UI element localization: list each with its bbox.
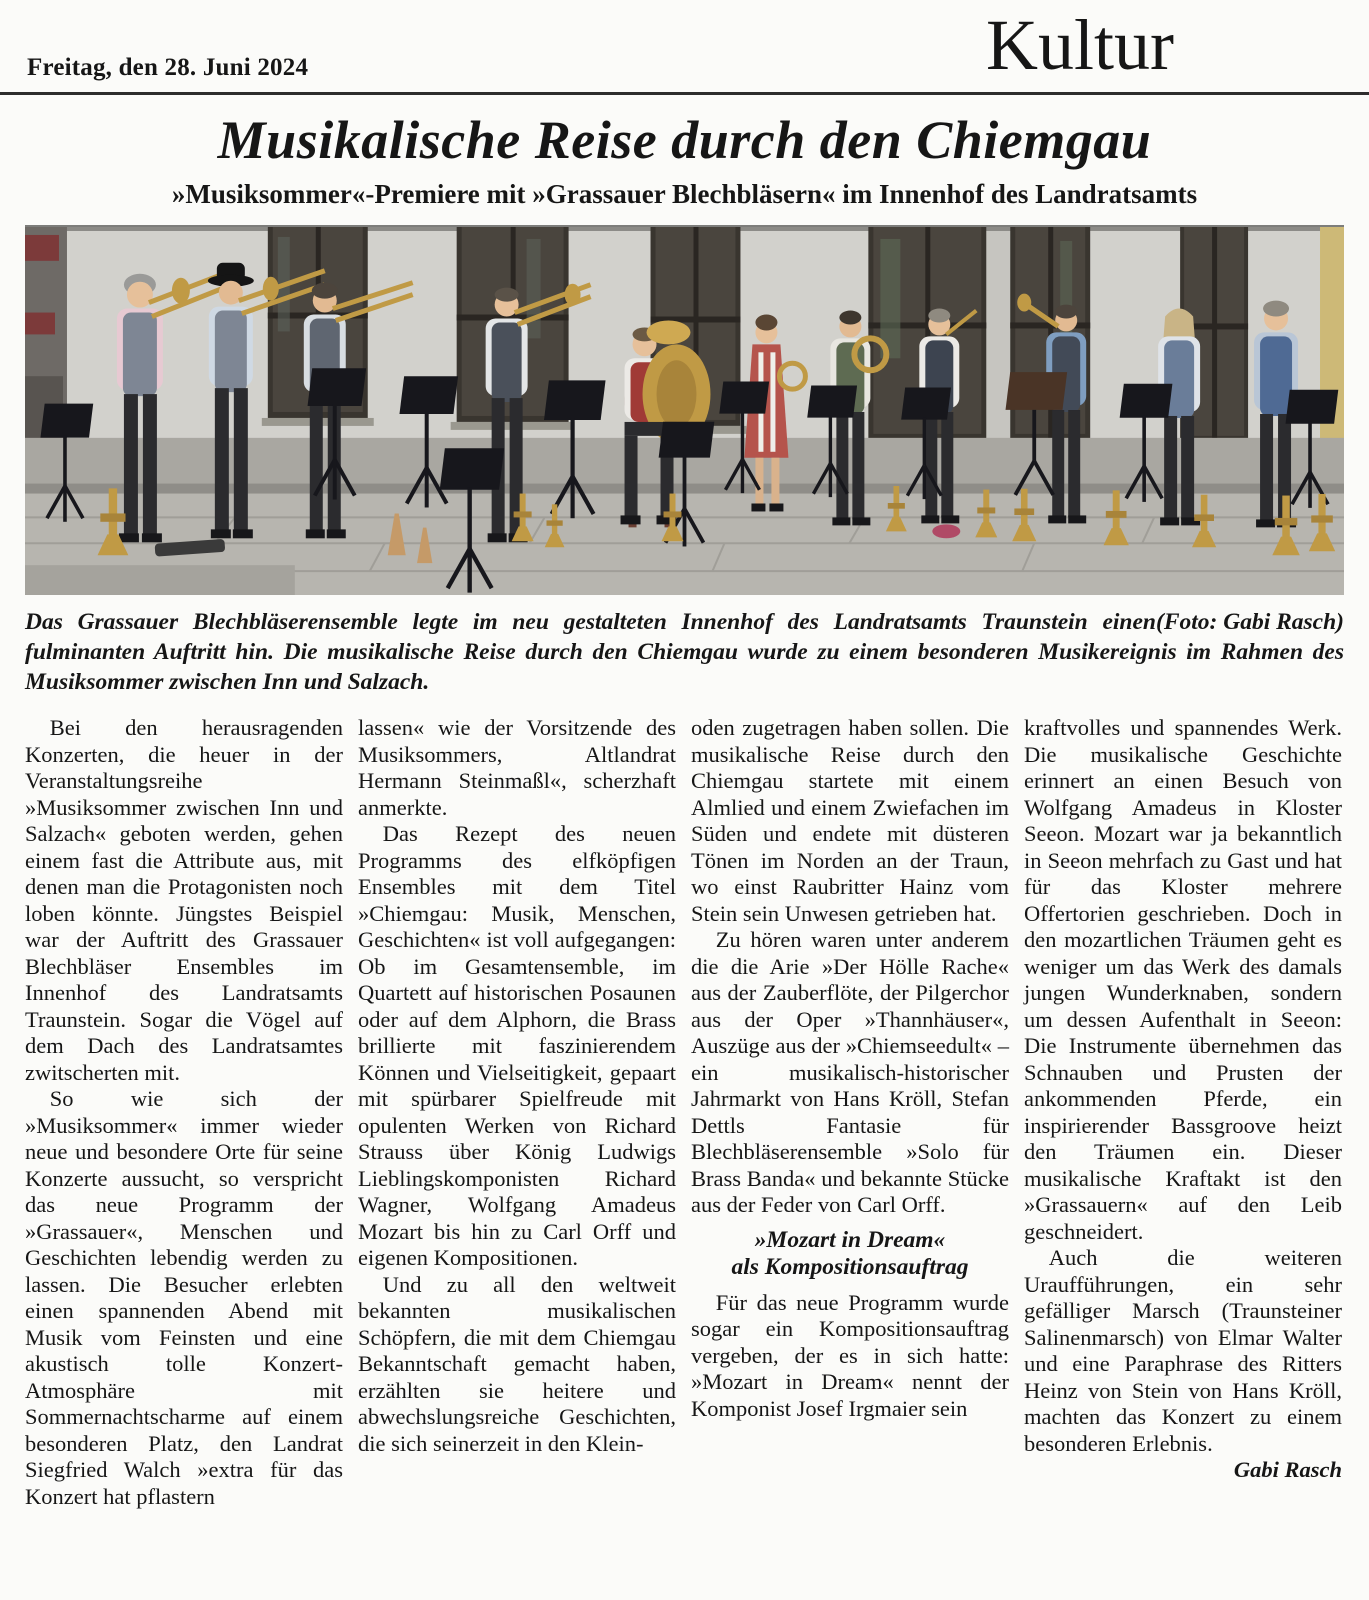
body-columns [25,715,1344,1595]
crosshead-line-1: »Mozart in Dream« [754,1226,946,1253]
article-subheadline: »Musiksommer«-Premiere mit »Grassauer Blechbläsern« im Innenhof des Landratsamts [171,179,1198,209]
masthead [25,0,1344,92]
paragraph: Bei den herausragenden Konzerten, die heuer in der Veranstaltungsreihe »Musiksommer zwischen Inn und Salzach« geboten werden, gehen einem fast die Attribute aus, mit denen man die Protagonisten noch loben könnte. Jüngstes Beispiel war der Auftritt des Grassauer Blechbläser Ensembles im Innenhof des Landratsamts Traunstein. Sogar die Vögel auf dem Dach des Landratsamtes zwitscherten mit. [25,715,343,1085]
photo-caption [25,607,1344,697]
article-photo [25,225,1344,595]
paragraph-text: Auch die weiteren Uraufführungen, ein sehr gefälliger Marsch (Traunsteiner Salinenmarsch) von Elmar Walter und eine Paraphrase des Ritters Heinz von Stein von Hans Kröll, machten das Konzert zu einem besonderen Erlebnis. [1024,1245,1342,1456]
paragraph: oden zugetragen haben sollen. Die musikalische Reise durch den Chiemgau startete mit einem Almlied und einem Zwiefachen im Süden und endete mit düsteren Tönen im Norden an der Traun, wo einst Raubritter Hainz vom Stein sein Unwesen getrieben hat. [691,715,1009,926]
brass-ensemble-photo-illustration [25,227,1344,595]
caption-text: Das Grassauer Blechbläserensemble legte im neu gestalteten Innenhof des Landratsamts Traunstein einen fulminanten Auftritt hin. Die musikalische Reise durch den Chiemgau wurde zu einem besonderen Musikereignis im Rahmen des Musiksommer zwischen Inn und Salzach. [25,609,1344,695]
issue-date: Freitag, den 28. Juni 2024 [27,54,309,81]
section-title: Kultur [986,5,1174,85]
header-rule [0,92,1369,95]
column-1 [25,715,343,1595]
column-4 [1024,715,1342,1595]
crosshead-line-2: als Kompositionsauftrag [731,1253,969,1280]
paragraph: lassen« wie der Vorsitzende des Musiksommers, Altlandrat Hermann Steinmaßl«, scherzhaft anmerkte. [358,715,676,820]
paragraph: Und zu all den weltweit bekannten musikalischen Schöpfern, die mit dem Chiemgau Bekanntschaft gemacht haben, erzählten sie heitere und abwechslungsreiche Geschichten, die sich seinerzeit in den Klein- [358,1271,676,1456]
author-byline: Gabi Rasch [1233,1457,1342,1482]
column-3 [691,715,1009,1595]
article-headline: Musikalische Reise durch den Chiemgau [217,110,1152,170]
paragraph: Das Rezept des neuen Programms des elfköpfigen Ensembles mit dem Titel »Chiemgau: Musik, Menschen, Geschichten« ist voll aufgegangen: Ob im Gesamtensemble, im Quartett auf historischen Posaunen oder auf dem Alphorn, die Brass brillierte mit faszinierendem Können und Vielseitigkeit, gepaart mit spürbarer Spielfreude mit opulenten Werken von Richard Strauss über König Ludwigs Lieblingskomponisten Richard Wagner, Wolfgang Amadeus Mozart bis hin zu Carl Orff und eigenen Kompositionen. [358,821,676,1270]
paragraph [1024,1245,1342,1482]
column-2 [358,715,676,1595]
crosshead [691,1227,1009,1281]
paragraph: Zu hören waren unter anderem die die Arie »Der Hölle Rache« aus der Zauberflöte, der Pilgerchor aus der Oper »Thannhäuser«, Auszüge aus der »Chiemseedult« – ein musikalisch-historischer Jahrmarkt von Hans Kröll, Stefan Dettls Fantasie für Blechbläserensemble »Solo für Brass Banda« und bekannte Stücke aus der Feder von Carl Orff. [691,927,1009,1217]
paragraph: kraftvolles und spannendes Werk. Die musikalische Geschichte erinnert an einen Besuch von Wolfgang Amadeus in Kloster Seeon. Mozart war ja bekanntlich in Seeon mehrfach zu Gast und hat für das Kloster mehrere Offertorien geschrieben. Doch in den mozartlichen Träumen geht es weniger um das Werk des damals jungen Wunderknaben, sondern um dessen Aufenthalt in Seeon: Die Instrumente übernehmen das Schnauben und Prusten der ankommenden Pferde, ein inspirierender Bassgroove heizt den Träumen ein. Dieser musikalische Kraftakt ist den »Grassauern« auf den Leib geschneidert. [1024,715,1342,1244]
paragraph: So wie sich der »Musiksommer« immer wieder neue und besondere Orte für seine Konzerte aussucht, so verspricht das neue Programm der »Grassauer«, Menschen und Geschichten lebendig werden zu lassen. Die Besucher erlebten einen spannenden Abend mit Musik vom Feinsten und eine akustisch tolle Konzert-Atmosphäre mit Sommernachtscharme auf einem besonderen Platz, den Landrat Siegfried Walch »extra für das Konzert hat pflastern [25,1086,343,1509]
paragraph: Für das neue Programm wurde sogar ein Kompositionsauftrag vergeben, der es in sich hatte: »Mozart in Dream« nennt der Komponist Josef Irgmaier sein [691,1289,1009,1421]
caption-credit: (Foto: Gabi Rasch) [1156,609,1344,635]
article-figure [25,225,1344,697]
